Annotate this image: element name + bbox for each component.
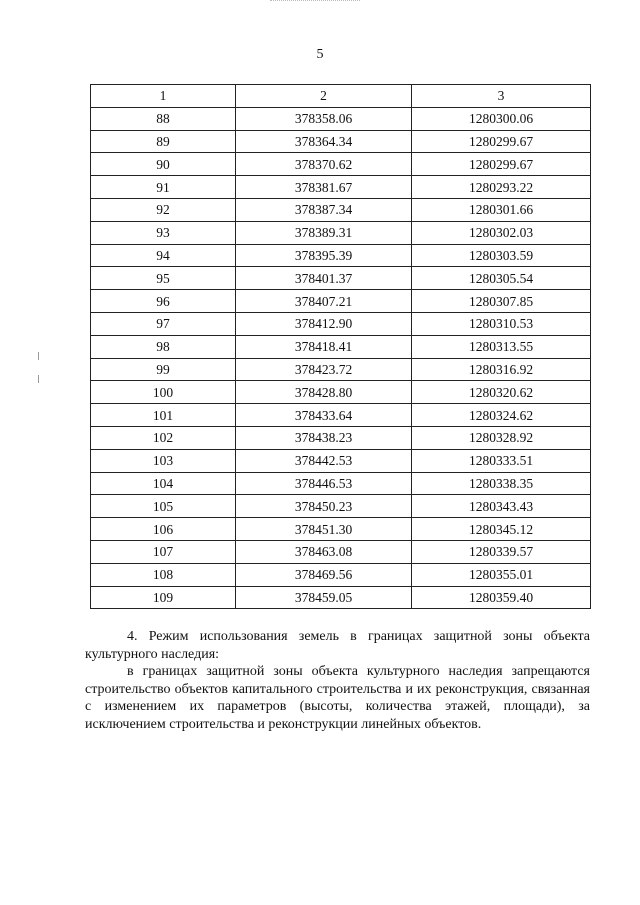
table-row xyxy=(91,290,591,313)
cell-y-coordinate: 1280303.59 xyxy=(412,244,591,267)
cell-x-coordinate: 378370.62 xyxy=(236,153,412,176)
table-row xyxy=(91,198,591,221)
cell-point-number: 109 xyxy=(91,586,236,609)
cell-y-coordinate: 1280301.66 xyxy=(412,198,591,221)
cell-y-coordinate: 1280302.03 xyxy=(412,221,591,244)
cell-y-coordinate: 1280299.67 xyxy=(412,153,591,176)
table-row xyxy=(91,472,591,495)
cell-y-coordinate: 1280338.35 xyxy=(412,472,591,495)
cell-point-number: 98 xyxy=(91,335,236,358)
cell-x-coordinate: 378381.67 xyxy=(236,176,412,199)
table-row xyxy=(91,358,591,381)
cell-point-number: 96 xyxy=(91,290,236,313)
cell-y-coordinate: 1280345.12 xyxy=(412,518,591,541)
cell-y-coordinate: 1280293.22 xyxy=(412,176,591,199)
cell-point-number: 99 xyxy=(91,358,236,381)
margin-mark xyxy=(38,375,39,383)
cell-y-coordinate: 1280313.55 xyxy=(412,335,591,358)
table-row xyxy=(91,449,591,472)
cell-x-coordinate: 378450.23 xyxy=(236,495,412,518)
table-row xyxy=(91,335,591,358)
cell-point-number: 104 xyxy=(91,472,236,495)
section-4-text xyxy=(85,628,590,733)
cell-point-number: 107 xyxy=(91,540,236,563)
margin-mark xyxy=(38,352,39,360)
table-row xyxy=(91,426,591,449)
cell-point-number: 106 xyxy=(91,518,236,541)
header-cell-x: 2 xyxy=(236,85,412,108)
page-number: 5 xyxy=(316,47,324,62)
table-row xyxy=(91,563,591,586)
cell-x-coordinate: 378463.08 xyxy=(236,540,412,563)
coordinates-table xyxy=(90,84,591,609)
cell-y-coordinate: 1280320.62 xyxy=(412,381,591,404)
table-row xyxy=(91,267,591,290)
cell-x-coordinate: 378469.56 xyxy=(236,563,412,586)
section-4-heading: 4. Режим использования земель в границах защитной зоны объекта культурного наследия: xyxy=(85,629,590,662)
scan-artifact-mark xyxy=(270,0,360,7)
header-cell-point: 1 xyxy=(91,85,236,108)
cell-point-number: 108 xyxy=(91,563,236,586)
cell-x-coordinate: 378438.23 xyxy=(236,426,412,449)
cell-x-coordinate: 378451.30 xyxy=(236,518,412,541)
table-row xyxy=(91,495,591,518)
cell-point-number: 100 xyxy=(91,381,236,404)
cell-point-number: 92 xyxy=(91,198,236,221)
table-row xyxy=(91,176,591,199)
cell-x-coordinate: 378459.05 xyxy=(236,586,412,609)
cell-y-coordinate: 1280316.92 xyxy=(412,358,591,381)
table-row xyxy=(91,107,591,130)
cell-x-coordinate: 378387.34 xyxy=(236,198,412,221)
section-4-paragraph: в границах защитной зоны объекта культурного наследия запрещаются строительство объектов капитального строительства и их реконструкция, связанная с изменением их параметров (высоты, количества этажей, площади), за исключением строительства и реконструкции линейных объектов. xyxy=(85,664,590,732)
cell-x-coordinate: 378364.34 xyxy=(236,130,412,153)
table-header-row xyxy=(91,85,591,108)
cell-x-coordinate: 378358.06 xyxy=(236,107,412,130)
table-row xyxy=(91,381,591,404)
cell-point-number: 102 xyxy=(91,426,236,449)
cell-point-number: 97 xyxy=(91,312,236,335)
cell-point-number: 94 xyxy=(91,244,236,267)
cell-y-coordinate: 1280305.54 xyxy=(412,267,591,290)
cell-x-coordinate: 378412.90 xyxy=(236,312,412,335)
cell-y-coordinate: 1280307.85 xyxy=(412,290,591,313)
cell-y-coordinate: 1280359.40 xyxy=(412,586,591,609)
cell-y-coordinate: 1280300.06 xyxy=(412,107,591,130)
cell-y-coordinate: 1280324.62 xyxy=(412,404,591,427)
cell-y-coordinate: 1280343.43 xyxy=(412,495,591,518)
coordinates-table-body xyxy=(91,85,591,609)
table-row xyxy=(91,312,591,335)
table-row xyxy=(91,404,591,427)
table-row xyxy=(91,518,591,541)
table-row xyxy=(91,221,591,244)
cell-x-coordinate: 378389.31 xyxy=(236,221,412,244)
table-row xyxy=(91,244,591,267)
table-row xyxy=(91,540,591,563)
cell-x-coordinate: 378423.72 xyxy=(236,358,412,381)
cell-point-number: 101 xyxy=(91,404,236,427)
cell-x-coordinate: 378428.80 xyxy=(236,381,412,404)
cell-y-coordinate: 1280328.92 xyxy=(412,426,591,449)
cell-x-coordinate: 378401.37 xyxy=(236,267,412,290)
cell-x-coordinate: 378446.53 xyxy=(236,472,412,495)
cell-x-coordinate: 378418.41 xyxy=(236,335,412,358)
cell-point-number: 95 xyxy=(91,267,236,290)
cell-x-coordinate: 378433.64 xyxy=(236,404,412,427)
cell-point-number: 89 xyxy=(91,130,236,153)
cell-y-coordinate: 1280339.57 xyxy=(412,540,591,563)
cell-point-number: 103 xyxy=(91,449,236,472)
cell-y-coordinate: 1280355.01 xyxy=(412,563,591,586)
table-row xyxy=(91,130,591,153)
cell-point-number: 105 xyxy=(91,495,236,518)
table-row xyxy=(91,586,591,609)
cell-y-coordinate: 1280333.51 xyxy=(412,449,591,472)
cell-x-coordinate: 378395.39 xyxy=(236,244,412,267)
cell-point-number: 91 xyxy=(91,176,236,199)
cell-y-coordinate: 1280310.53 xyxy=(412,312,591,335)
table-row xyxy=(91,153,591,176)
cell-point-number: 90 xyxy=(91,153,236,176)
cell-y-coordinate: 1280299.67 xyxy=(412,130,591,153)
cell-x-coordinate: 378407.21 xyxy=(236,290,412,313)
cell-x-coordinate: 378442.53 xyxy=(236,449,412,472)
cell-point-number: 93 xyxy=(91,221,236,244)
cell-point-number: 88 xyxy=(91,107,236,130)
header-cell-y: 3 xyxy=(412,85,591,108)
